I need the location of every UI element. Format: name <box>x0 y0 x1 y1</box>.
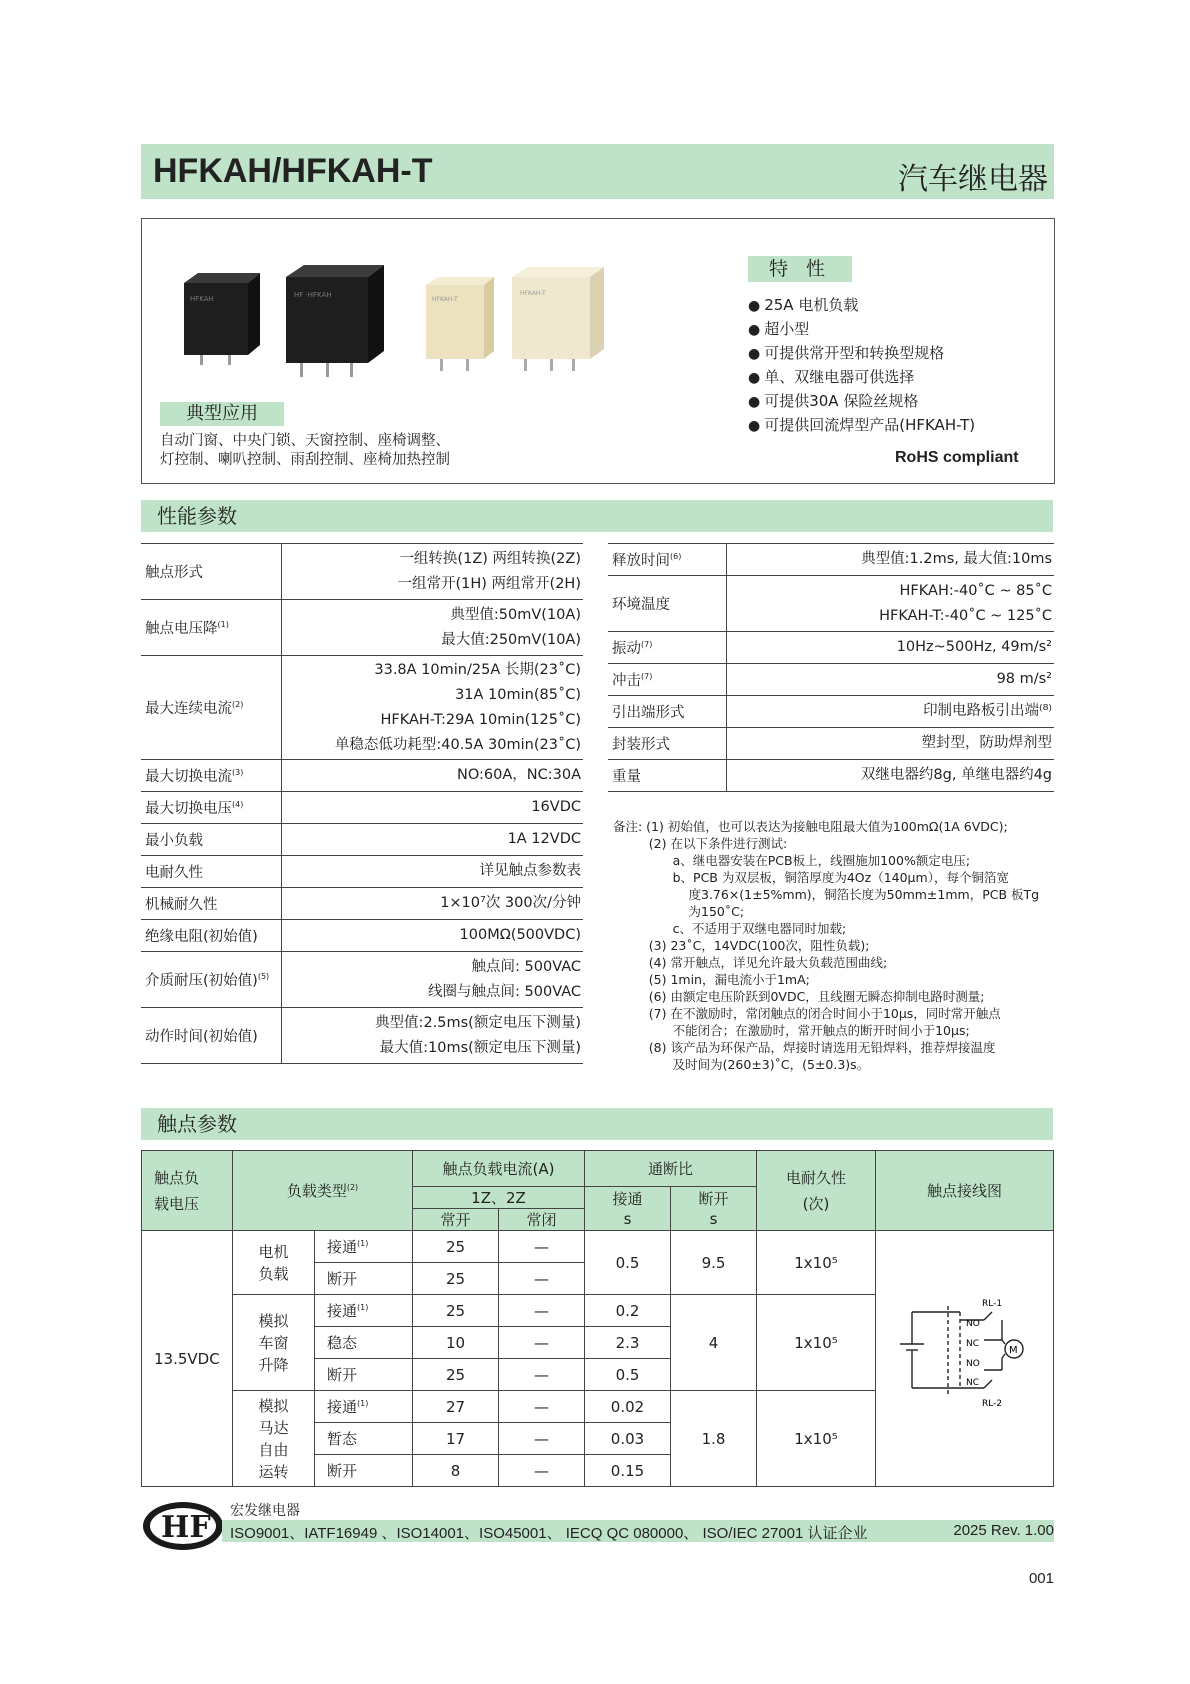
application-text <box>160 432 560 470</box>
product-overview-box <box>141 218 1055 484</box>
current-no: 25 <box>413 1295 499 1327</box>
note-line: (7) 在不激励时，常闭触点的闭合时间小于10μs，同时常开触点 <box>613 1006 1001 1021</box>
diagram-label-motor: M <box>1008 1344 1018 1356</box>
param-row <box>608 664 1054 696</box>
note-line: 度3.76×(1±5%mm)，铜箔长度为50mm±1mm，PCB 板Tg <box>613 887 1040 902</box>
load-state: 稳态 <box>315 1327 413 1359</box>
param-label: 动作时间(初始值) <box>141 1008 281 1064</box>
load-state: 接通$^{(1)}$ <box>315 1231 413 1263</box>
param-label: 冲击$^{(7)}$ <box>608 664 726 696</box>
note-line: (3) 23˚C，14VDC(100次，阻性负载); <box>613 938 870 953</box>
param-value-line: 最大值:250mV(10A) <box>441 631 581 648</box>
param-value-line: 一组转换(1Z) 两组转换(2Z) <box>399 550 581 567</box>
revision: 2025 Rev. 1.00 <box>953 1522 1054 1539</box>
param-value-line: HFKAH:-40˚C ~ 85˚C <box>899 582 1052 599</box>
ratio-on: 0.5 <box>585 1359 671 1391</box>
param-row <box>141 888 583 920</box>
feature-item: ● 可提供回流焊型产品(HFKAH-T) <box>748 413 975 437</box>
contact-wiring-diagram <box>890 1292 1040 1422</box>
ratio-on: 0.15 <box>585 1455 671 1487</box>
param-value-line: HFKAH-T:-40˚C ~ 125˚C <box>879 607 1052 624</box>
performance-table-left <box>141 543 583 1064</box>
param-value-line: 塑封型，防助焊剂型 <box>921 735 1052 751</box>
ratio-on: 0.2 <box>585 1295 671 1327</box>
param-label: 绝缘电阻(初始值) <box>141 920 281 952</box>
company-name: 宏发继电器 <box>230 1503 300 1519</box>
note-line: b、PCB 为双层板，铜箔厚度为4Oz（140μm），每个铜箔宽 <box>613 870 1009 885</box>
param-row <box>141 760 583 792</box>
note-line: c、不适用于双继电器同时加载; <box>613 921 847 936</box>
current-no: 17 <box>413 1423 499 1455</box>
param-row <box>608 728 1054 760</box>
current-no: 10 <box>413 1327 499 1359</box>
load-group-name: 模拟 马达 自由 运转 <box>233 1391 315 1487</box>
header-load-type: 负载类型$^{(2)}$ <box>233 1151 413 1231</box>
relay-marking-4: HFKAH-T <box>520 290 546 297</box>
param-value-line: 100MΩ(500VDC) <box>459 927 581 943</box>
notes-block <box>613 818 1058 1073</box>
features-title: 特 性 <box>748 256 852 282</box>
current-nc: — <box>499 1359 585 1391</box>
note-line: a、继电器安装在PCB板上，线圈施加100%额定电压; <box>613 853 971 868</box>
application-line-1: 自动门窗、中央门锁、天窗控制、座椅调整、 <box>160 433 450 449</box>
param-row <box>141 856 583 888</box>
note-line: 不能闭合；在激励时，常开触点的断开时间小于10μs; <box>613 1023 970 1038</box>
feature-item: ● 超小型 <box>748 317 975 341</box>
param-value <box>726 664 1054 696</box>
load-group-name: 模拟 车窗 升降 <box>233 1295 315 1391</box>
param-label: 环境温度 <box>608 576 726 632</box>
logo-text: HF <box>161 1510 211 1545</box>
current-nc: — <box>499 1455 585 1487</box>
param-label: 最小负载 <box>141 824 281 856</box>
param-row <box>141 544 583 600</box>
param-value-line: 98 m/s² <box>996 671 1052 687</box>
ratio-on: 0.5 <box>585 1231 671 1295</box>
param-value-line: 一组常开(1H) 两组常开(2H) <box>397 575 581 592</box>
model-name: HFKAH/HFKAH-T <box>153 152 433 190</box>
note-line: 及时间为(260±3)˚C，(5±0.3)s。 <box>613 1057 870 1072</box>
diagram-label-no: NO <box>965 1358 980 1369</box>
diagram-label-no: NO <box>965 1318 980 1329</box>
param-row <box>141 920 583 952</box>
param-value-line: 双继电器约8g, 单继电器约4g <box>860 767 1052 783</box>
param-label: 引出端形式 <box>608 696 726 728</box>
param-value-line: 详见触点参数表 <box>479 863 581 879</box>
param-value-line: 1A 12VDC <box>507 831 581 847</box>
contact-parameters-table <box>141 1150 1054 1487</box>
param-label: 最大切换电压$^{(4)}$ <box>141 792 281 824</box>
electrical-life: 1x10⁵ <box>757 1231 876 1295</box>
contact-diagram-cell <box>876 1231 1054 1487</box>
param-value <box>726 632 1054 664</box>
param-value-line: 最大值:10ms(额定电压下测量) <box>379 1039 581 1056</box>
param-value-line: NO:60A，NC:30A <box>457 767 581 783</box>
param-value-line: 33.8A 10min/25A 长期(23˚C) <box>374 661 581 678</box>
param-value <box>281 600 583 656</box>
param-value <box>281 760 583 792</box>
param-row <box>141 600 583 656</box>
param-row <box>141 656 583 760</box>
feature-item: ● 可提供30A 保险丝规格 <box>748 389 975 413</box>
title-bar <box>141 144 1054 199</box>
param-value-line: 线圈与触点间: 500VAC <box>428 983 581 1000</box>
diagram-label-rl2: RL-2 <box>981 1398 1002 1409</box>
param-value <box>281 656 583 760</box>
load-state: 断开 <box>315 1359 413 1391</box>
header-form: 1Z、2Z <box>413 1187 585 1209</box>
current-no: 25 <box>413 1263 499 1295</box>
feature-item: ● 可提供常开型和转换型规格 <box>748 341 975 365</box>
param-value-line: 31A 10min(85˚C) <box>455 686 581 703</box>
param-label: 触点形式 <box>141 544 281 600</box>
header-current: 触点负载电流(A) <box>413 1151 585 1187</box>
ratio-on: 2.3 <box>585 1327 671 1359</box>
param-value-line: 16VDC <box>531 799 581 815</box>
ratio-off: 1.8 <box>671 1391 757 1487</box>
relay-marking-1: HFKAH <box>190 295 214 303</box>
note-line: 为150˚C; <box>613 904 745 919</box>
contact-voltage: 13.5VDC <box>142 1231 233 1487</box>
param-label: 机械耐久性 <box>141 888 281 920</box>
ratio-on: 0.02 <box>585 1391 671 1423</box>
current-no: 25 <box>413 1231 499 1263</box>
current-nc: — <box>499 1263 585 1295</box>
param-row <box>141 952 583 1008</box>
header-no: 常开 <box>413 1209 499 1231</box>
feature-item: ● 单、双继电器可供选择 <box>748 365 975 389</box>
ratio-off: 9.5 <box>671 1231 757 1295</box>
param-value-line: 10Hz~500Hz, 49m/s² <box>896 639 1052 655</box>
performance-table-right <box>608 543 1054 792</box>
rohs-label: RoHS compliant <box>895 449 1019 466</box>
current-nc: — <box>499 1327 585 1359</box>
header-voltage: 触点负 载电压 <box>142 1151 233 1231</box>
param-label: 释放时间$^{(6)}$ <box>608 544 726 576</box>
param-value <box>726 696 1054 728</box>
diagram-label-nc: NC <box>965 1377 979 1388</box>
param-value <box>281 952 583 1008</box>
current-nc: — <box>499 1423 585 1455</box>
param-value <box>281 824 583 856</box>
relay-marking-2: HF ·HFKAH <box>294 291 332 299</box>
param-row <box>608 696 1054 728</box>
param-value <box>281 792 583 824</box>
load-state: 暂态 <box>315 1423 413 1455</box>
load-state: 断开 <box>315 1263 413 1295</box>
relay-image-black-large <box>280 261 392 381</box>
param-label: 振动$^{(7)}$ <box>608 632 726 664</box>
param-value <box>281 888 583 920</box>
note-line: (8) 该产品为环保产品，焊接时请选用无铅焊料，推荐焊接温度 <box>613 1040 996 1055</box>
contact-section-header: 触点参数 <box>141 1108 1053 1140</box>
param-row <box>141 792 583 824</box>
param-label: 最大切换电流$^{(3)}$ <box>141 760 281 792</box>
diagram-label-rl1: RL-1 <box>981 1298 1002 1309</box>
param-row <box>608 760 1054 792</box>
param-value <box>281 544 583 600</box>
feature-item: ● 25A 电机负载 <box>748 293 975 317</box>
header-diagram: 触点接线图 <box>876 1151 1054 1231</box>
header-ratio: 通断比 <box>585 1151 757 1187</box>
param-label: 介质耐压(初始值)$^{(5)}$ <box>141 952 281 1008</box>
param-label: 触点电压降$^{(1)}$ <box>141 600 281 656</box>
param-value-line: HFKAH-T:29A 10min(125˚C) <box>380 711 581 728</box>
application-title: 典型应用 <box>160 402 284 426</box>
param-value <box>726 728 1054 760</box>
relay-image-black-small <box>178 269 268 367</box>
ratio-off: 4 <box>671 1295 757 1391</box>
param-row <box>608 632 1054 664</box>
param-row <box>608 576 1054 632</box>
certifications: ISO9001、IATF16949 、ISO14001、ISO45001、 IECQ QC 080000、 ISO/IEC 27001 认证企业 <box>230 1525 868 1542</box>
param-value-line: 1×10⁷次 300次/分钟 <box>440 895 581 911</box>
param-value <box>726 760 1054 792</box>
note-line: (4) 常开触点，详见允许最大负载范围曲线; <box>613 955 888 970</box>
param-value-line: 典型值:2.5ms(额定电压下测量) <box>375 1014 581 1031</box>
header-on: 接通 s <box>585 1187 671 1231</box>
header-nc: 常闭 <box>499 1209 585 1231</box>
param-row <box>608 544 1054 576</box>
load-state: 接通$^{(1)}$ <box>315 1295 413 1327</box>
param-label: 最大连续电流$^{(2)}$ <box>141 656 281 760</box>
page-number: 001 <box>1028 1570 1054 1587</box>
hongfa-logo <box>141 1500 225 1552</box>
current-no: 25 <box>413 1359 499 1391</box>
param-value <box>726 576 1054 632</box>
note-line: 备注: (1) 初始值，也可以表达为接触电阻最大值为100mΩ(1A 6VDC); <box>613 819 1008 834</box>
current-nc: — <box>499 1231 585 1263</box>
param-row <box>141 824 583 856</box>
current-nc: — <box>499 1391 585 1423</box>
relay-image-ivory-large <box>506 263 610 375</box>
param-value-line: 典型值:50mV(10A) <box>450 606 581 623</box>
current-nc: — <box>499 1295 585 1327</box>
relay-marking-3: HFKAH-T <box>432 296 458 303</box>
product-category: 汽车继电器 <box>898 162 1048 197</box>
header-life: 电耐久性 (次) <box>757 1151 876 1231</box>
param-value <box>281 1008 583 1064</box>
features-list <box>748 293 975 437</box>
param-value <box>726 544 1054 576</box>
diagram-label-nc: NC <box>965 1338 979 1349</box>
load-state: 断开 <box>315 1455 413 1487</box>
electrical-life: 1x10⁵ <box>757 1295 876 1391</box>
param-label: 封装形式 <box>608 728 726 760</box>
param-value <box>281 856 583 888</box>
load-group-name: 电机 负载 <box>233 1231 315 1295</box>
param-value-line: 单稳态低功耗型:40.5A 30min(23˚C) <box>334 736 581 753</box>
performance-section-header: 性能参数 <box>141 500 1053 532</box>
param-value-line: 触点间: 500VAC <box>471 958 581 975</box>
param-row <box>141 1008 583 1064</box>
load-state: 接通$^{(1)}$ <box>315 1391 413 1423</box>
param-label: 重量 <box>608 760 726 792</box>
ratio-on: 0.03 <box>585 1423 671 1455</box>
param-label: 电耐久性 <box>141 856 281 888</box>
header-off: 断开 s <box>671 1187 757 1231</box>
relay-image-ivory-small <box>422 273 500 373</box>
param-value-line: 印制电路板引出端⁽⁸⁾ <box>923 703 1052 719</box>
current-no: 27 <box>413 1391 499 1423</box>
param-value-line: 典型值:1.2ms, 最大值:10ms <box>861 551 1052 567</box>
param-value <box>281 920 583 952</box>
application-line-2: 灯控制、喇叭控制、雨刮控制、座椅加热控制 <box>160 452 450 468</box>
electrical-life: 1x10⁵ <box>757 1391 876 1487</box>
note-line: (5) 1min，漏电流小于1mA; <box>613 972 810 987</box>
current-no: 8 <box>413 1455 499 1487</box>
note-line: (2) 在以下条件进行测试: <box>613 836 788 851</box>
note-line: (6) 由额定电压阶跃到0VDC，且线圈无瞬态抑制电路时测量; <box>613 989 985 1004</box>
